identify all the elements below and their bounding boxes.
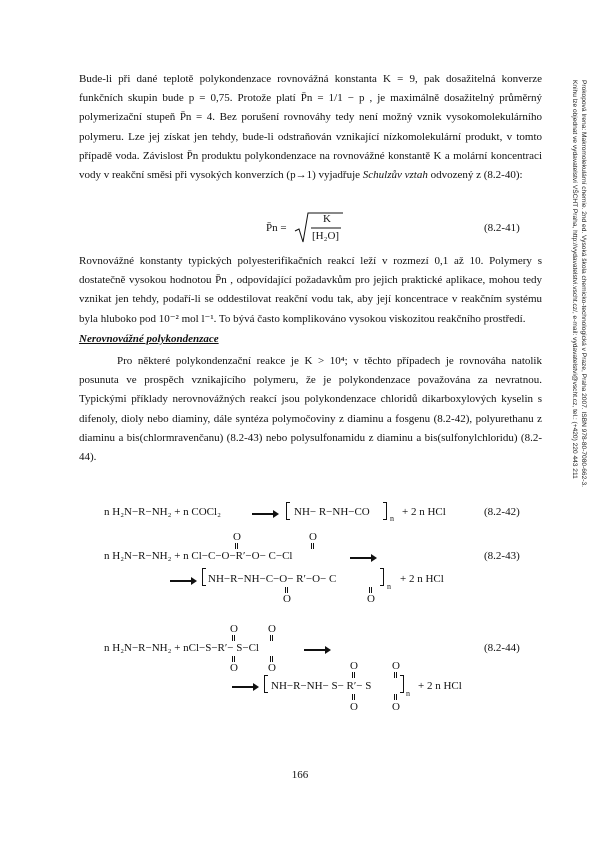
double-bond	[270, 635, 273, 641]
double-bond	[394, 672, 397, 678]
reaction-arrow	[304, 649, 326, 651]
sulfonyl-o: O	[392, 701, 400, 713]
eq43-number: (8.2-43)	[484, 550, 520, 562]
eq42-product: NH− R−NH−CO	[294, 506, 370, 518]
section-heading: Nerovnovážné polykondenzace	[79, 333, 219, 345]
eq42-reactants: n H₂N−R−NH₂ + n COCl₂	[104, 506, 221, 518]
sulfonyl-o: O	[392, 660, 400, 672]
reaction-arrow	[350, 557, 372, 559]
eq44-product: NH−R−NH− S− R′− S	[271, 680, 372, 692]
eq43-reactants: n H₂N−R−NH₂ + n Cl−C−O−R′−O− C−Cl	[104, 550, 293, 562]
paragraph-2: Rovnovážné konstanty typických polyesterifikačních reakcí leží v rozmezí 0,1 až 10. Polymery s dostatečně vysokou hodnotou P̄n , odpovídající požadavkům pro jejich praktické aplikace, mohou tedy vznikat jen tehdy, podaří-li se oddestilovat reakční vodu tak, aby její koncentrace v reakčním systému byla hluboko pod 10⁻² mol l⁻¹. To bývá často komplikováno vysokou viskozitou reakčního prostředí.	[79, 255, 542, 325]
eq43-subscript: n	[387, 582, 391, 591]
repeat-bracket-right	[380, 568, 384, 586]
eq44-subscript: n	[406, 689, 410, 698]
sulfonyl-o: O	[230, 623, 238, 635]
eq43-product: NH−R−NH−C−O− R′−O− C	[208, 573, 337, 585]
eq44-number: (8.2-44)	[484, 642, 520, 654]
eq41-numerator: K	[323, 213, 331, 225]
repeat-bracket-left	[202, 568, 206, 586]
carbonyl-o: O	[367, 593, 375, 605]
sidebar-citation	[548, 80, 588, 670]
double-bond	[235, 543, 238, 549]
eq41-number: (8.2-41)	[484, 222, 520, 234]
repeat-bracket-left	[286, 502, 290, 520]
citation-line-1: Prokopová Irena: Makromolekulární chemie. 2nd ed. Vysoká škola chemicko-technologická v Praze, Praha 2007. ISBN 978-80-7080-662-3.	[580, 80, 587, 487]
sulfonyl-o: O	[230, 662, 238, 674]
eq42-subscript: n	[390, 514, 394, 523]
paragraph-1: Bude-li při dané teplotě polykondenzace rovnovážná konstanta K = 9, pak dosažitelná konverze funkčních skupin bude p = 0,75. Protože platí P̄n = 1/1 − p , je maximálně dosažitelný průměrný polymerizační stupeň P̄n = 4. Bez porušení rovnováhy tedy není možný vznik vysokomolekulárního polymeru. Lze jej získat jen tehdy, bude-li odstraňován vznikající nízkomolekulární produkt, v tomto případě voda. Závislost P̄n produktu polykondenzace na rovnovážné konstantě K a molární koncentraci vody v reakční směsi při vysokých konverzích (p→1) vyjadřuje Schulzův vztah odvozený z (8.2-40):	[79, 73, 542, 182]
citation-line-2: Knihu lze objednat ve vydavatelství VŠCHT Praha, http://vydavatelstvi.vscht.cz/, e-mail: vydavatelstvi@vscht.cz, tel.: (+420) 220 443 211	[571, 80, 578, 479]
eq41-lhs: P̄n =	[266, 222, 287, 234]
carbonyl-o: O	[283, 593, 291, 605]
schulz-relation: Schulzův vztah	[362, 169, 428, 182]
double-bond	[394, 694, 397, 700]
repeat-bracket-right	[383, 502, 387, 520]
page-number: 166	[291, 769, 309, 781]
double-bond	[352, 672, 355, 678]
eq43-byproduct: + 2 n HCl	[400, 573, 444, 585]
double-bond	[311, 543, 314, 549]
paragraph-3: Pro některé polykondenzační reakce je K > 10⁴; v těchto případech je rovnováha natolik posunuta ve prospěch vznikajícího polymeru, že je polykondenzace považována za nevratnou. Typickými příklady nerovnovážných reakcí jsou polykondenzace chloridů dikarboxylových kyselin s difenoly, dioly nebo diaminy, dále syntéza polymočoviny z diaminu a fosgenu (8.2-42), polyurethanu z diaminu a bis(chlormravenčanu) (8.2-43) nebo polysulfonamidu z diaminu a bis(sulfonylchloridu) (8.2-44).	[79, 355, 542, 464]
sulfonyl-o: O	[350, 660, 358, 672]
sulfonyl-o: O	[268, 662, 276, 674]
reaction-arrow	[232, 686, 254, 688]
eq44-byproduct: + 2 n HCl	[418, 680, 462, 692]
eq42-number: (8.2-42)	[484, 506, 520, 518]
double-bond	[352, 694, 355, 700]
sulfonyl-o: O	[350, 701, 358, 713]
reaction-arrow	[170, 580, 192, 582]
eq41-denominator: [H₂O]	[312, 230, 340, 242]
repeat-bracket-left	[264, 675, 268, 693]
eq42-byproduct: + 2 n HCl	[402, 506, 446, 518]
reaction-arrow	[252, 513, 274, 515]
carbonyl-o: O	[309, 531, 317, 543]
carbonyl-o: O	[233, 531, 241, 543]
sulfonyl-o: O	[268, 623, 276, 635]
double-bond	[232, 635, 235, 641]
repeat-bracket-right	[400, 675, 404, 693]
eq44-reactants: n H₂N−R−NH₂ + nCl−S−R′− S−Cl	[104, 642, 259, 654]
